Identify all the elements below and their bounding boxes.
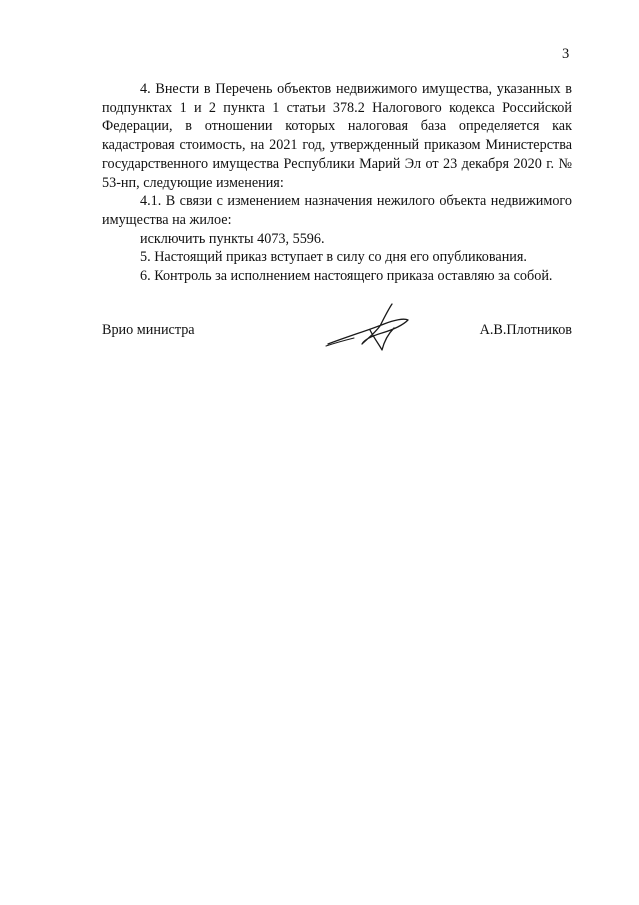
paragraph-item-5: 5. Настоящий приказ вступает в силу со дня его опубликования. xyxy=(140,249,527,266)
page-number: 3 xyxy=(562,46,570,62)
document-body xyxy=(102,80,572,286)
handwritten-signature xyxy=(324,300,414,355)
paragraph-item-6: 6. Контроль за исполнением настоящего приказа оставляю за собой. xyxy=(140,268,553,285)
paragraph-exclude-items: исключить пункты 4073, 5596. xyxy=(140,230,325,247)
signatory-position: Врио министра xyxy=(102,322,195,338)
signature-block xyxy=(102,300,572,360)
paragraph-item-4: 4. Внести в Перечень объектов недвижимого имущества, указанных в подпунктах 1 и 2 пункта 1 статьи 378.2 Налогового кодекса Российской Федерации, в отношении которых налоговая база определяется как кадастровая стоимость, на 2021 год, утвержденный приказом Министерства государственного имущества Республики Марий Эл от 23 декабря 2020 г. № 53-нп, следующие изменения: xyxy=(102,81,572,191)
paragraph-item-4-1: 4.1. В связи с изменением назначения нежилого объекта недвижимого имущества на жилое: xyxy=(102,193,572,228)
signatory-name: А.В.Плотников xyxy=(479,322,572,338)
